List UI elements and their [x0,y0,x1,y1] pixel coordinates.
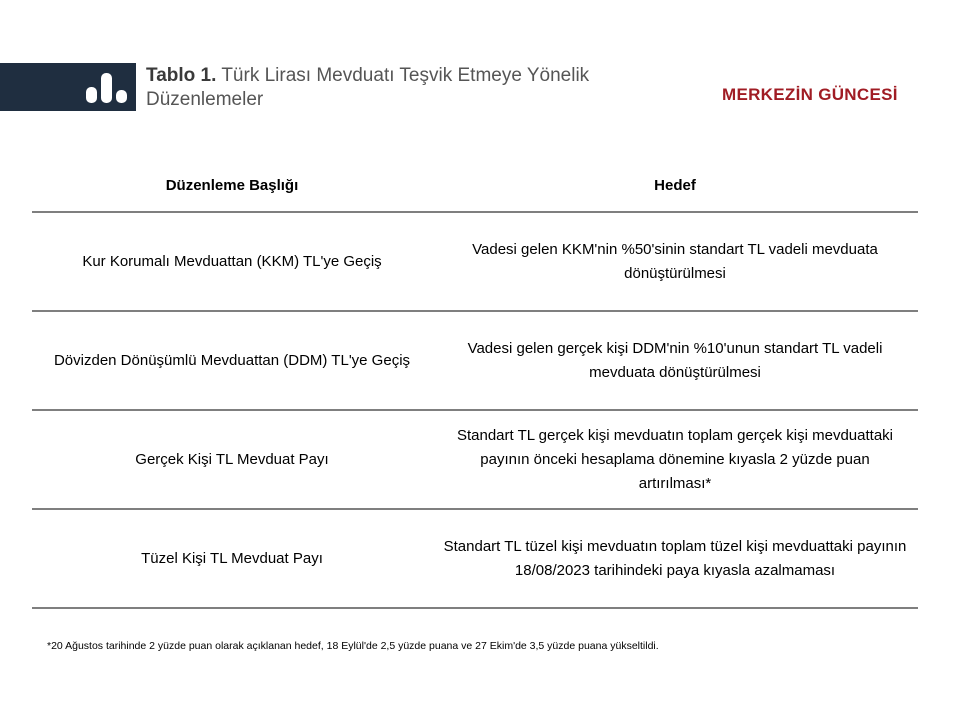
brand-logo-text: MERKEZİN GÜNCESİ [722,85,898,104]
row-target: Standart TL gerçek kişi mevduatın toplam gerçek kişi mevduattaki payının önceki hesaplama dönemine kıyasla 2 yüzde puan artırılması* [456,426,894,492]
title-text: Türk Lirası Mevduatı Teşvik Etmeye Yönelik Düzenlemeler [146,65,590,110]
row-title: Dövizden Dönüşümlü Mevduattan (DDM) TL'ye Geçiş [53,351,411,369]
row-title: Kur Korumalı Mevduattan (KKM) TL'ye Geçiş [82,252,382,270]
page-title [146,64,666,112]
table-row [32,411,918,510]
header-accent-bar [0,63,136,111]
row-target: Vadesi gelen KKM'nin %50'sinin standart TL vadeli mevduata dönüştürülmesi [472,240,878,282]
table-row [32,213,918,312]
table-row [32,510,918,609]
table-header-row [32,160,918,213]
column-header-title: Düzenleme Başlığı [165,177,299,194]
regulations-table [32,160,918,609]
footnote: *20 Ağustos tarihinde 2 yüzde puan olarak açıklanan hedef, 18 Eylül'de 2,5 yüzde puana ve 27 Ekim'de 3,5 yüzde puana yükseltildi. [47,640,659,652]
title-label: Tablo 1. [146,65,217,86]
bar-chart-icon [84,71,130,105]
column-header-target: Hedef [654,177,696,194]
table-row [32,312,918,411]
row-target: Vadesi gelen gerçek kişi DDM'nin %10'unun standart TL vadeli mevduata dönüştürülmesi [467,339,883,381]
row-title: Gerçek Kişi TL Mevduat Payı [135,450,329,468]
row-target: Standart TL tüzel kişi mevduatın toplam tüzel kişi mevduattaki payının 18/08/2023 tarihindeki paya kıyasla azalmaması [443,537,907,579]
row-title: Tüzel Kişi TL Mevduat Payı [141,549,323,567]
